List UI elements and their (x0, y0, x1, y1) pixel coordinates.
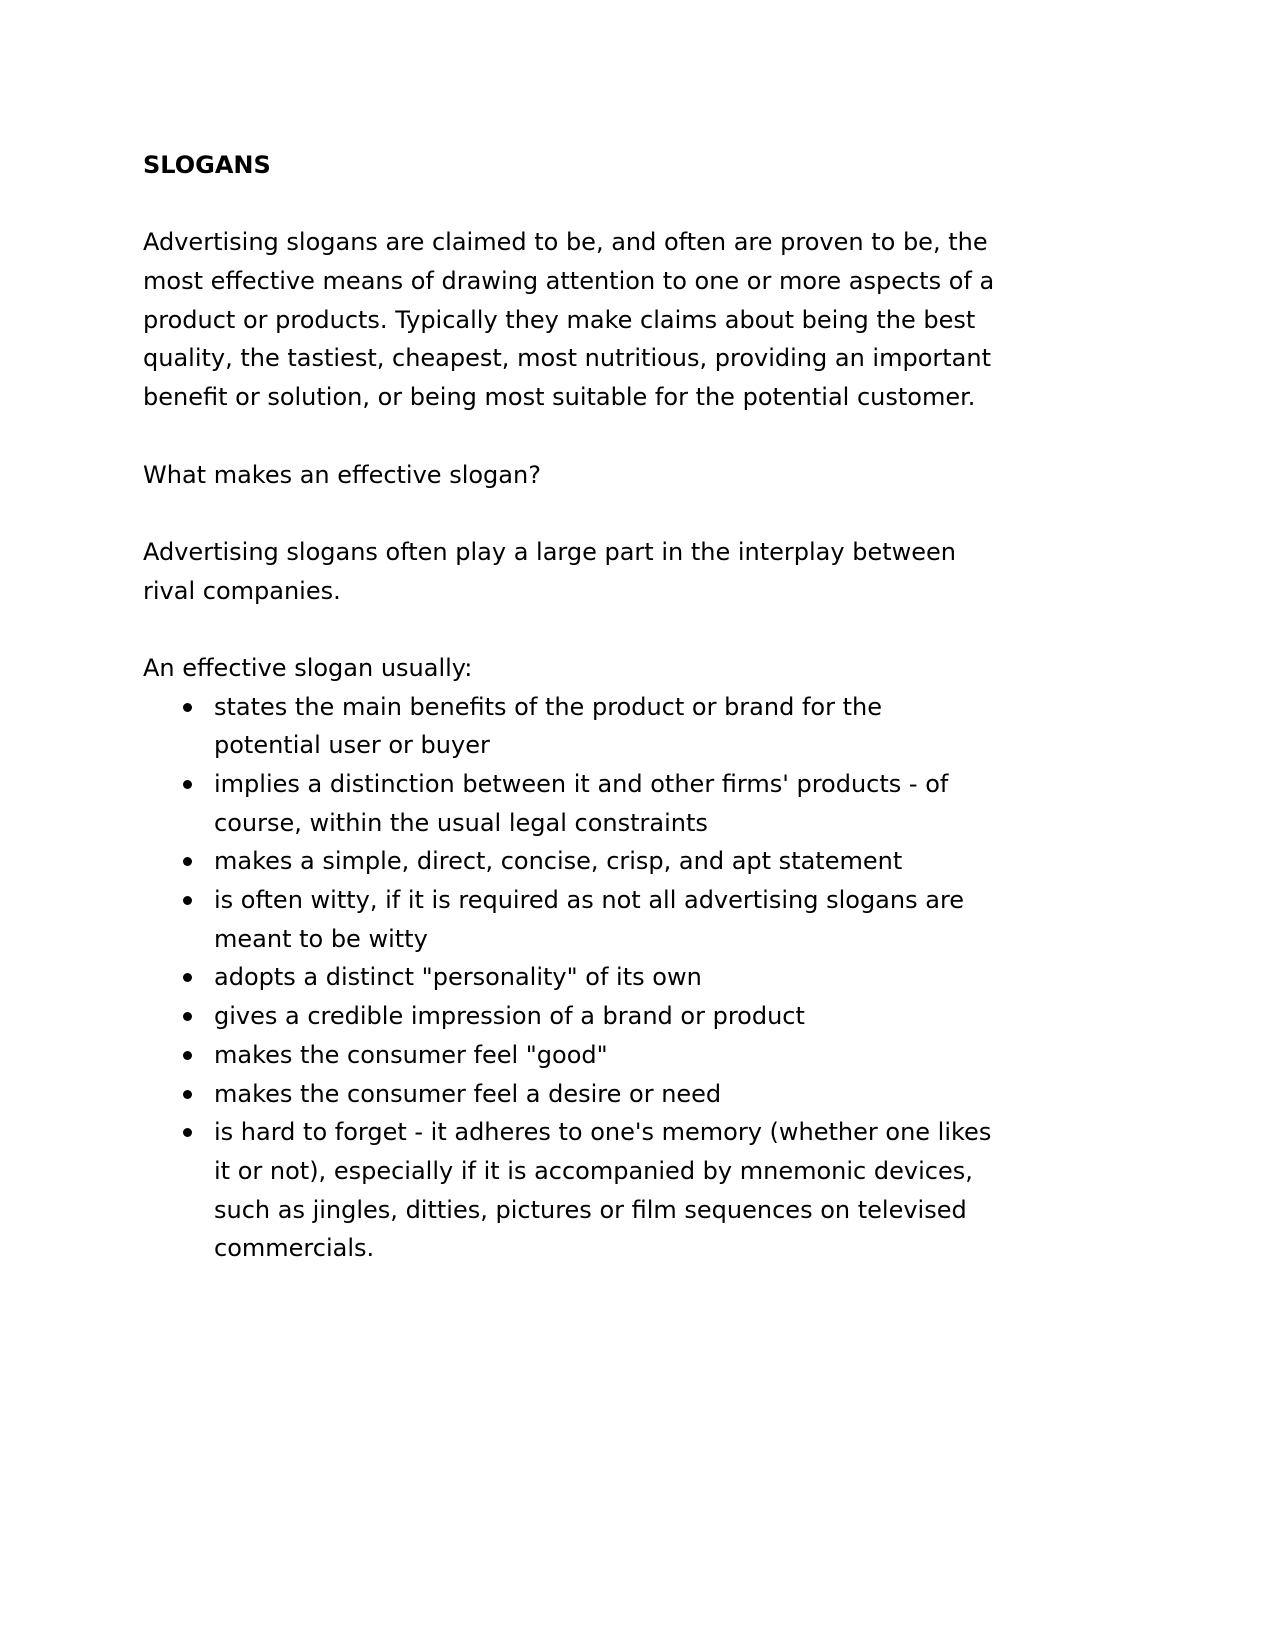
list-item-text: meant to be witty (214, 924, 428, 953)
list-item-text: course, within the usual legal constraints (214, 808, 708, 837)
document (143, 146, 1143, 1268)
bullet-icon (183, 780, 192, 789)
bullet-icon (183, 1090, 192, 1099)
question-heading: What makes an effective slogan? (143, 460, 541, 489)
text-line: Advertising slogans often play a large part in the interplay between (143, 537, 956, 566)
list-item (143, 842, 1143, 881)
list-item-text: makes the consumer feel "good" (214, 1040, 608, 1069)
list-item-text: potential user or buyer (214, 731, 490, 760)
list-item (143, 688, 1143, 765)
bullet-icon (183, 1012, 192, 1021)
rival-paragraph (143, 533, 1143, 610)
list-item (143, 881, 1143, 958)
bullet-icon (183, 896, 192, 905)
list-item-text: commercials. (214, 1234, 375, 1263)
text-line: quality, the tastiest, cheapest, most nutritious, providing an important (143, 344, 991, 373)
list-item-text: makes the consumer feel a desire or need (214, 1079, 722, 1108)
text-line: most effective means of drawing attention to one or more aspects of a (143, 267, 995, 296)
spacer (143, 494, 1143, 533)
list-item (143, 997, 1143, 1036)
spacer (143, 417, 1143, 456)
bullet-icon (183, 857, 192, 866)
list-intro: An effective slogan usually: (143, 653, 473, 682)
bullet-list (143, 688, 1143, 1268)
bullet-icon (183, 973, 192, 982)
list-item-text: implies a distinction between it and other firms' products - of (214, 770, 949, 798)
bullet-icon (183, 1128, 192, 1137)
list-item (143, 1075, 1143, 1114)
list-item-text: is hard to forget - it adheres to one's memory (whether one likes (214, 1118, 992, 1147)
text-line: rival companies. (143, 576, 341, 605)
text-line: product or products. Typically they make claims about being the best (143, 305, 976, 334)
list-item (143, 765, 1143, 842)
list-item-text: states the main benefits of the product or brand for the (214, 692, 882, 721)
text-line: benefit or solution, or being most suitable for the potential customer. (143, 383, 976, 412)
list-item-text: is often witty, if it is required as not all advertising slogans are (214, 886, 965, 915)
list-item (143, 1036, 1143, 1075)
page-title: SLOGANS (143, 151, 271, 179)
bullet-icon (183, 1051, 192, 1060)
list-item-text: adopts a distinct "personality" of its own (214, 963, 702, 992)
list-item-text: makes a simple, direct, concise, crisp, and apt statement (214, 847, 903, 876)
list-item-text: such as jingles, ditties, pictures or film sequences on televised (214, 1195, 967, 1224)
text-line: Advertising slogans are claimed to be, and often are proven to be, the (143, 228, 988, 257)
list-item (143, 958, 1143, 997)
list-item-text: it or not), especially if it is accompanied by mnemonic devices, (214, 1156, 973, 1185)
intro-paragraph (143, 223, 1143, 416)
list-item (143, 1113, 1143, 1268)
bullet-icon (183, 703, 192, 712)
spacer (143, 185, 1143, 224)
spacer (143, 610, 1143, 649)
list-item-text: gives a credible impression of a brand or product (214, 1002, 805, 1031)
